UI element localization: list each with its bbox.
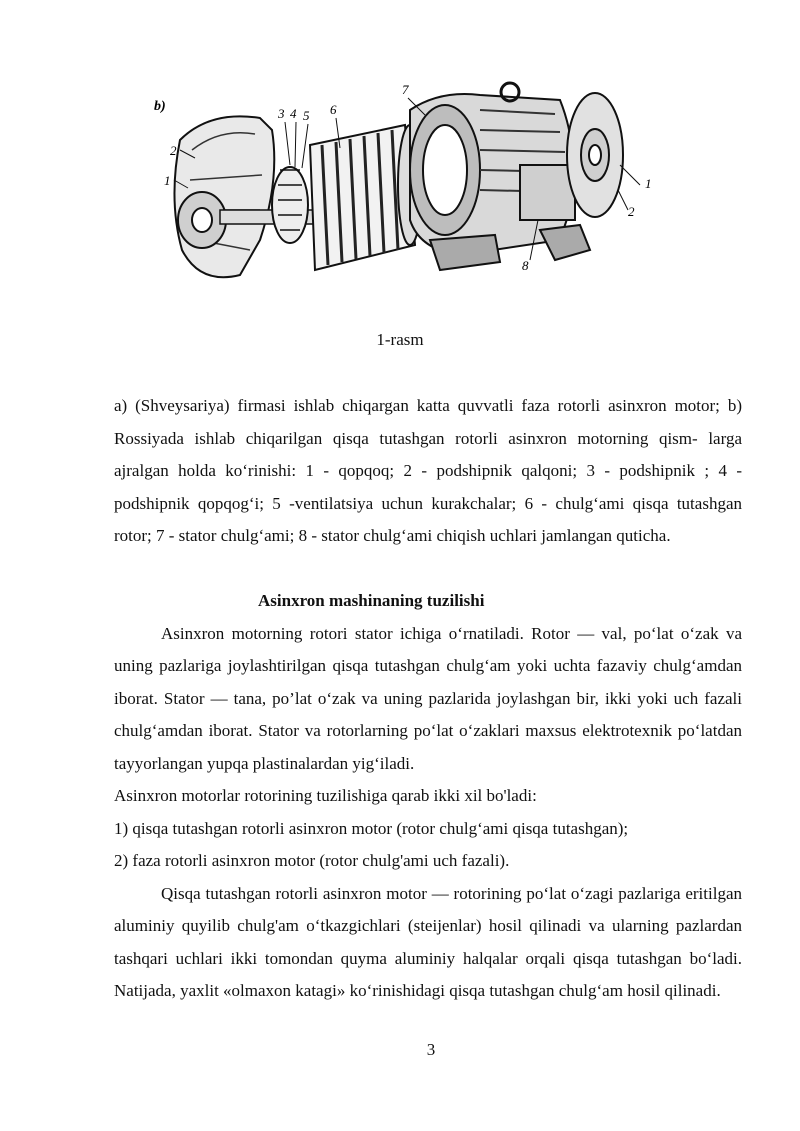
description-paragraph: a) (Shveysariya) firmasi ishlab chiqargan katta quvvatli faza rotorli asinxron motor; b) Rossiyada ishlab chiqarilgan qisqa tutashgan rotorli asinxron motorning qism- larga ajralgan holda koʻrinishi: 1 - qopqoq; 2 - podshipnik qalqoni; 3 - podshipnik ; 4 - podshipnik qopqogʻi; 5 -ventilatsiya uchun kurakchalar; 6 - chulgʻami qisqa tutashgan rotor; 7 - stator chulgʻami; 8 - stator chulgʻami chiqish uchlari jamlangan quticha. xyxy=(114,396,742,545)
section-body xyxy=(114,585,742,1008)
callout-label: 2 xyxy=(628,204,635,219)
callout-label: 1 xyxy=(645,176,652,191)
callout-label: 5 xyxy=(303,108,310,123)
list-item: 2) faza rotorli asinxron motor (rotor chulg'ami uch fazali). xyxy=(114,851,510,870)
bearing-shield-right xyxy=(567,93,623,217)
callout-label: 7 xyxy=(402,82,409,97)
figure-description xyxy=(114,390,742,553)
motor-exploded-figure xyxy=(140,70,670,300)
paragraph-squirrel-cage: Qisqa tutashgan rotorli asinxron motor — rotorining poʻlat oʻzagi pazlariga eritilgan aluminiy quyilib chulg'am oʻtkazgichlari (steijenlar) hosil qilinadi va ularning pazlardan tashqari uchlari ikki tomondan quyma aluminiy halqalar orqali qisqa tutashgan boʻladi. Natijada, yaxlit «olmaxon katagi» koʻrinishidagi qisqa tutashgan chulgʻam hosil qilinadi. xyxy=(114,883,742,1000)
callout-label: 6 xyxy=(330,102,337,117)
figure-caption: 1-rasm xyxy=(376,330,424,349)
panel-label: b) xyxy=(154,99,166,114)
callout-label: 4 xyxy=(290,106,297,121)
section-heading: Asinxron mashinaning tuzilishi xyxy=(258,591,485,610)
stator xyxy=(410,83,590,270)
callout-label: 8 xyxy=(522,258,529,273)
rotor xyxy=(310,125,422,270)
callout-label: 3 xyxy=(278,106,285,121)
list-item: 1) qisqa tutashgan rotorli asinxron motor (rotor chulgʻami qisqa tutashgan); xyxy=(114,818,629,838)
callout-label: 1 xyxy=(164,173,171,188)
bearing-shield-left xyxy=(174,116,274,277)
paragraph-structure: Asinxron motorning rotori stator ichiga oʻrnatiladi. Rotor — val, poʻlat oʻzak va uning pazlariga joylashtirilgan qisqa tutashgan chulgʻam yoki uchta fazaviy chulgʻamdan iborat. Stator — tana, po’lat oʻzak va uning pazlarida joylashgan bir, ikki yoki uch fazali chulgʻamdan iborat. Stator va rotorlarning poʻlat oʻzaklari maxsus elektrotexnik poʻlatdan tayyorlangan yupqa plastinalardan yigʻiladi. xyxy=(114,623,742,773)
page-number: 3 xyxy=(426,1040,436,1059)
paragraph-types: Asinxron motorlar rotorining tuzilishiga qarab ikki xil bo'ladi: xyxy=(114,786,537,805)
terminal-box xyxy=(520,165,575,220)
callout-label: 2 xyxy=(170,143,177,158)
bearing-fan xyxy=(272,167,308,243)
